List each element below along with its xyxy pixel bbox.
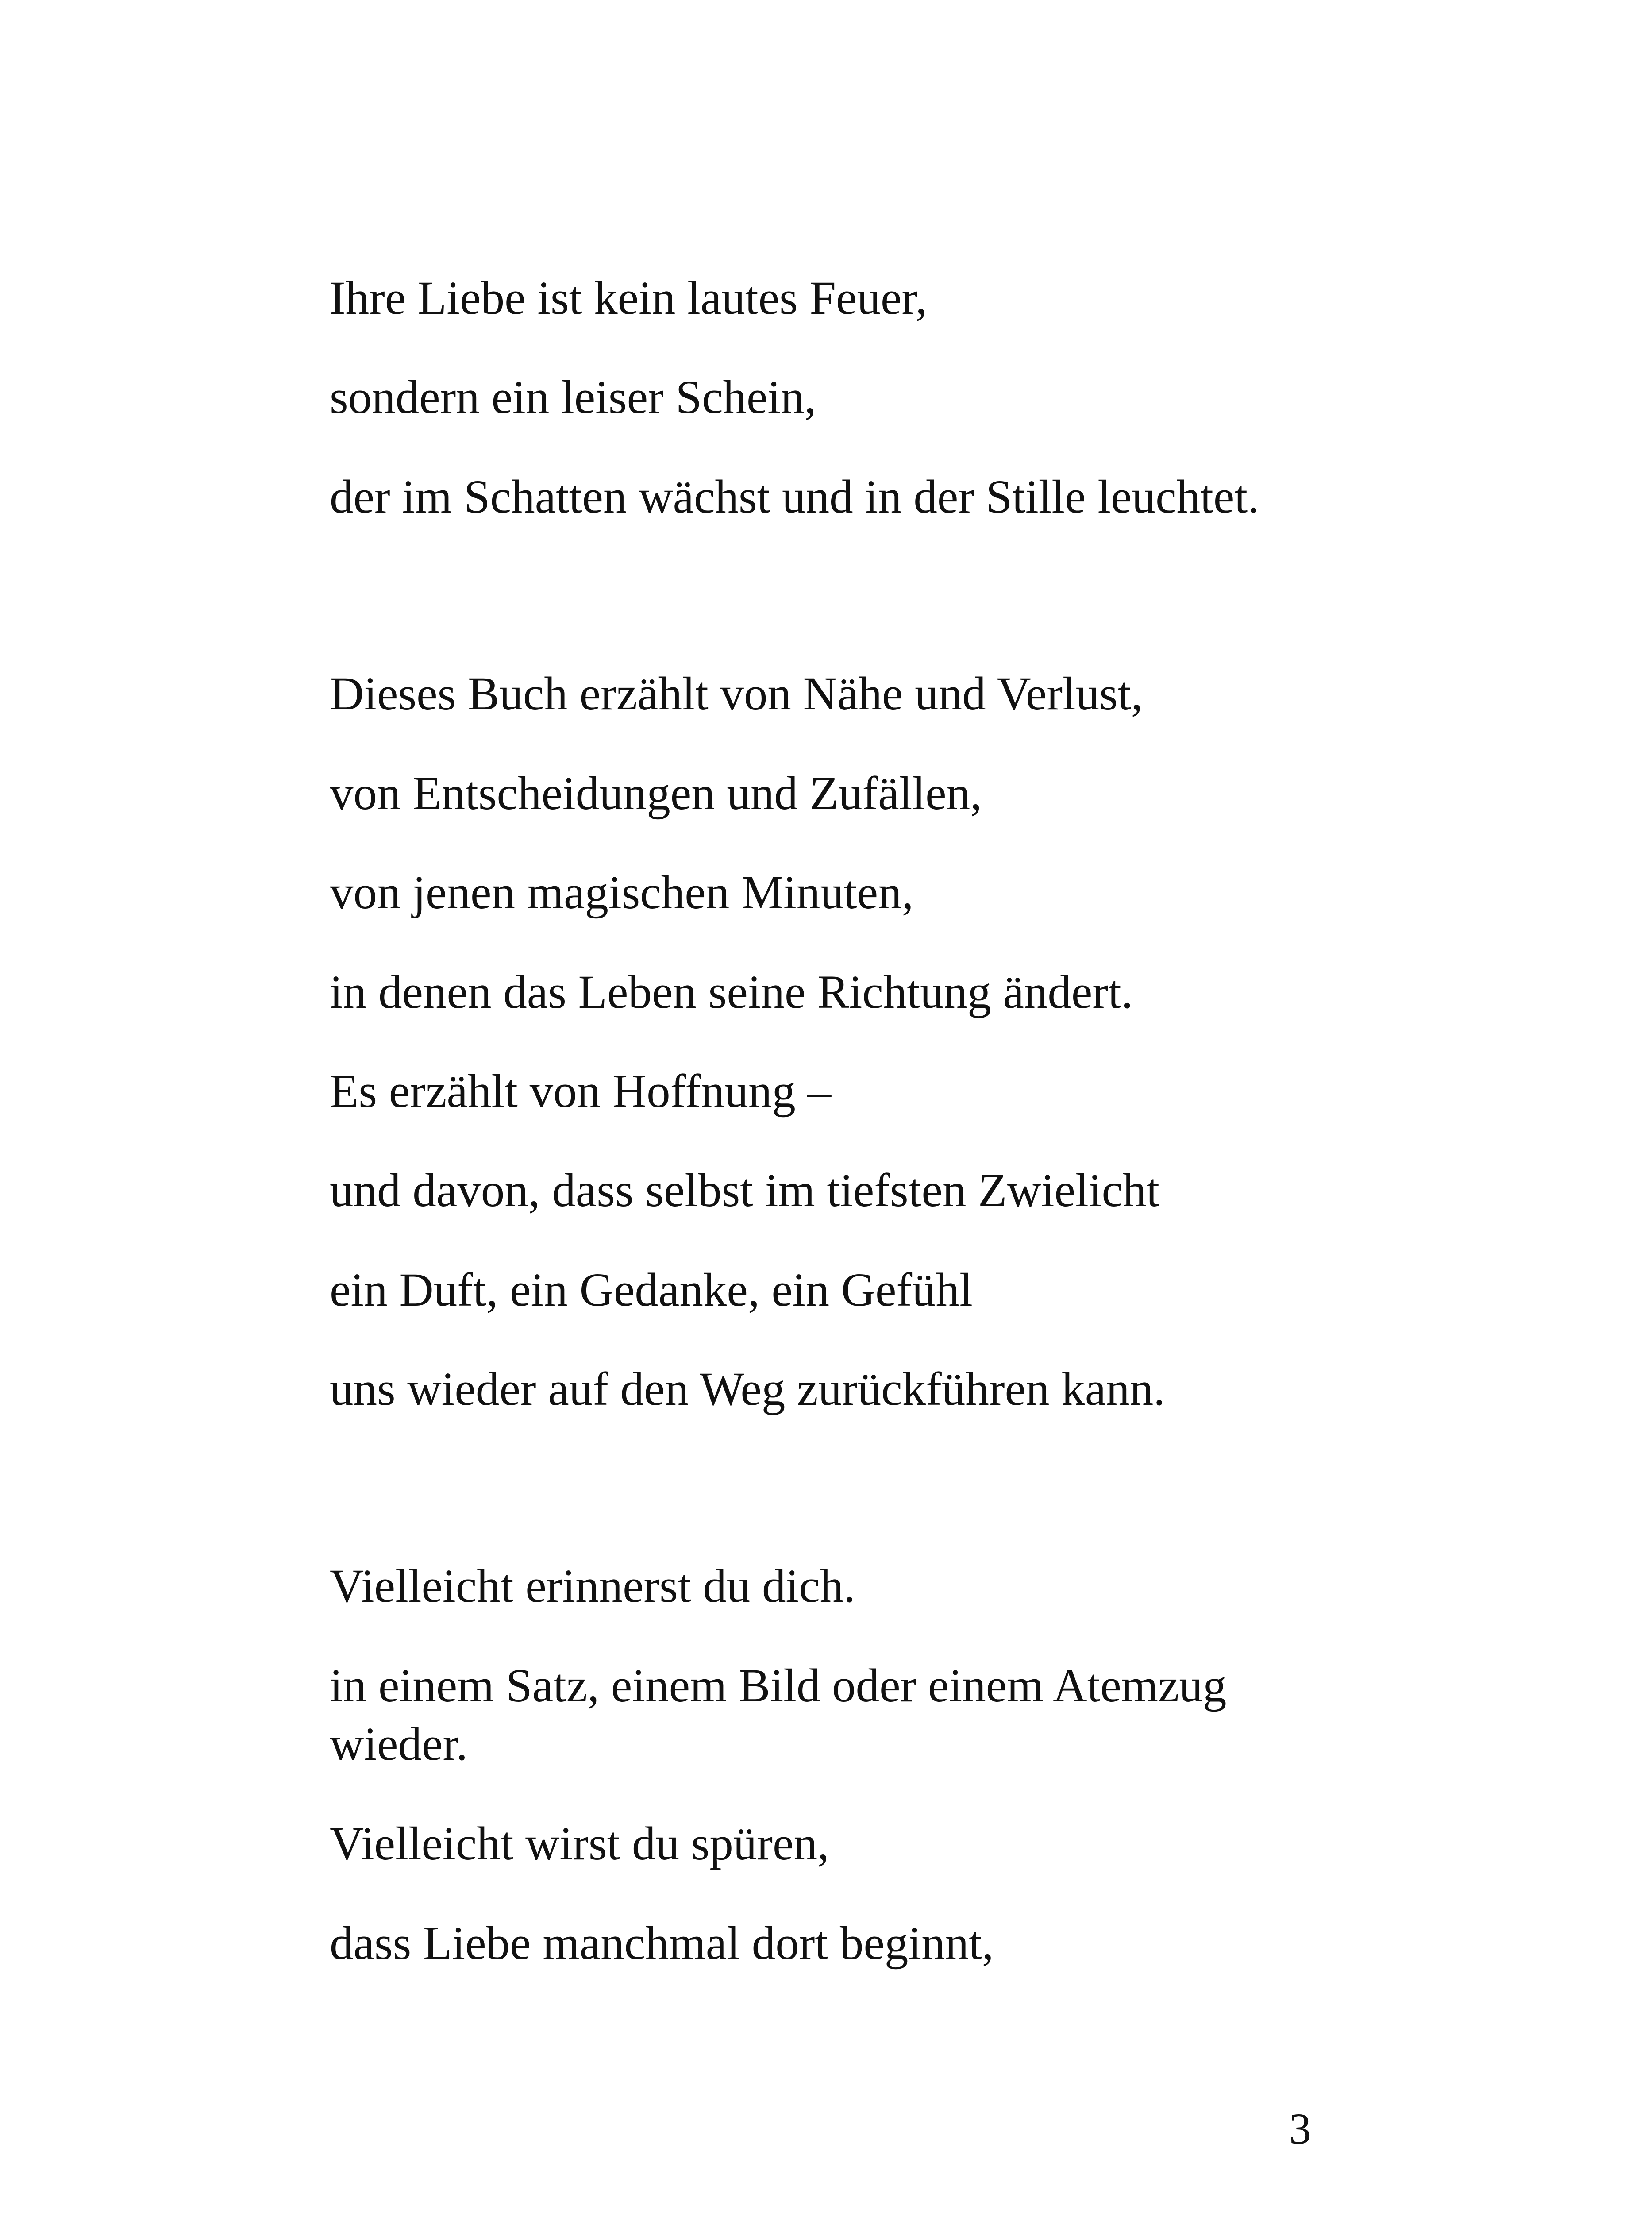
- poem-line: von jenen magischen Minuten,: [330, 867, 914, 919]
- poem-line: Es erzählt von Hoffnung –: [330, 1065, 832, 1118]
- poem-line: sondern ein leiser Schein,: [330, 371, 816, 424]
- poem-line: der im Schatten wächst und in der Stille leuchtet.: [330, 471, 1259, 523]
- poem-line: Ihre Liebe ist kein lautes Feuer,: [330, 272, 928, 324]
- poem-line: von Entscheidungen und Zufällen,: [330, 767, 982, 820]
- poem-line: Vielleicht erinnerst du dich.: [330, 1560, 856, 1612]
- poem-line: Dieses Buch erzählt von Nähe und Verlust,: [330, 668, 1143, 720]
- poem-line: uns wieder auf den Weg zurückführen kann.: [330, 1363, 1165, 1415]
- poem-line: ein Duft, ein Gedanke, ein Gefühl: [330, 1264, 973, 1316]
- poem-line: und davon, dass selbst im tiefsten Zwielicht: [330, 1164, 1160, 1217]
- poem-line: in einem Satz, einem Bild oder einem Atemzug wieder.: [330, 1660, 1227, 1770]
- poem-line: dass Liebe manchmal dort beginnt,: [330, 1917, 994, 1970]
- poem-line: in denen das Leben seine Richtung ändert.: [330, 966, 1133, 1018]
- poem-line: Vielleicht wirst du spüren,: [330, 1818, 829, 1870]
- page-number: 3: [1289, 2104, 1311, 2153]
